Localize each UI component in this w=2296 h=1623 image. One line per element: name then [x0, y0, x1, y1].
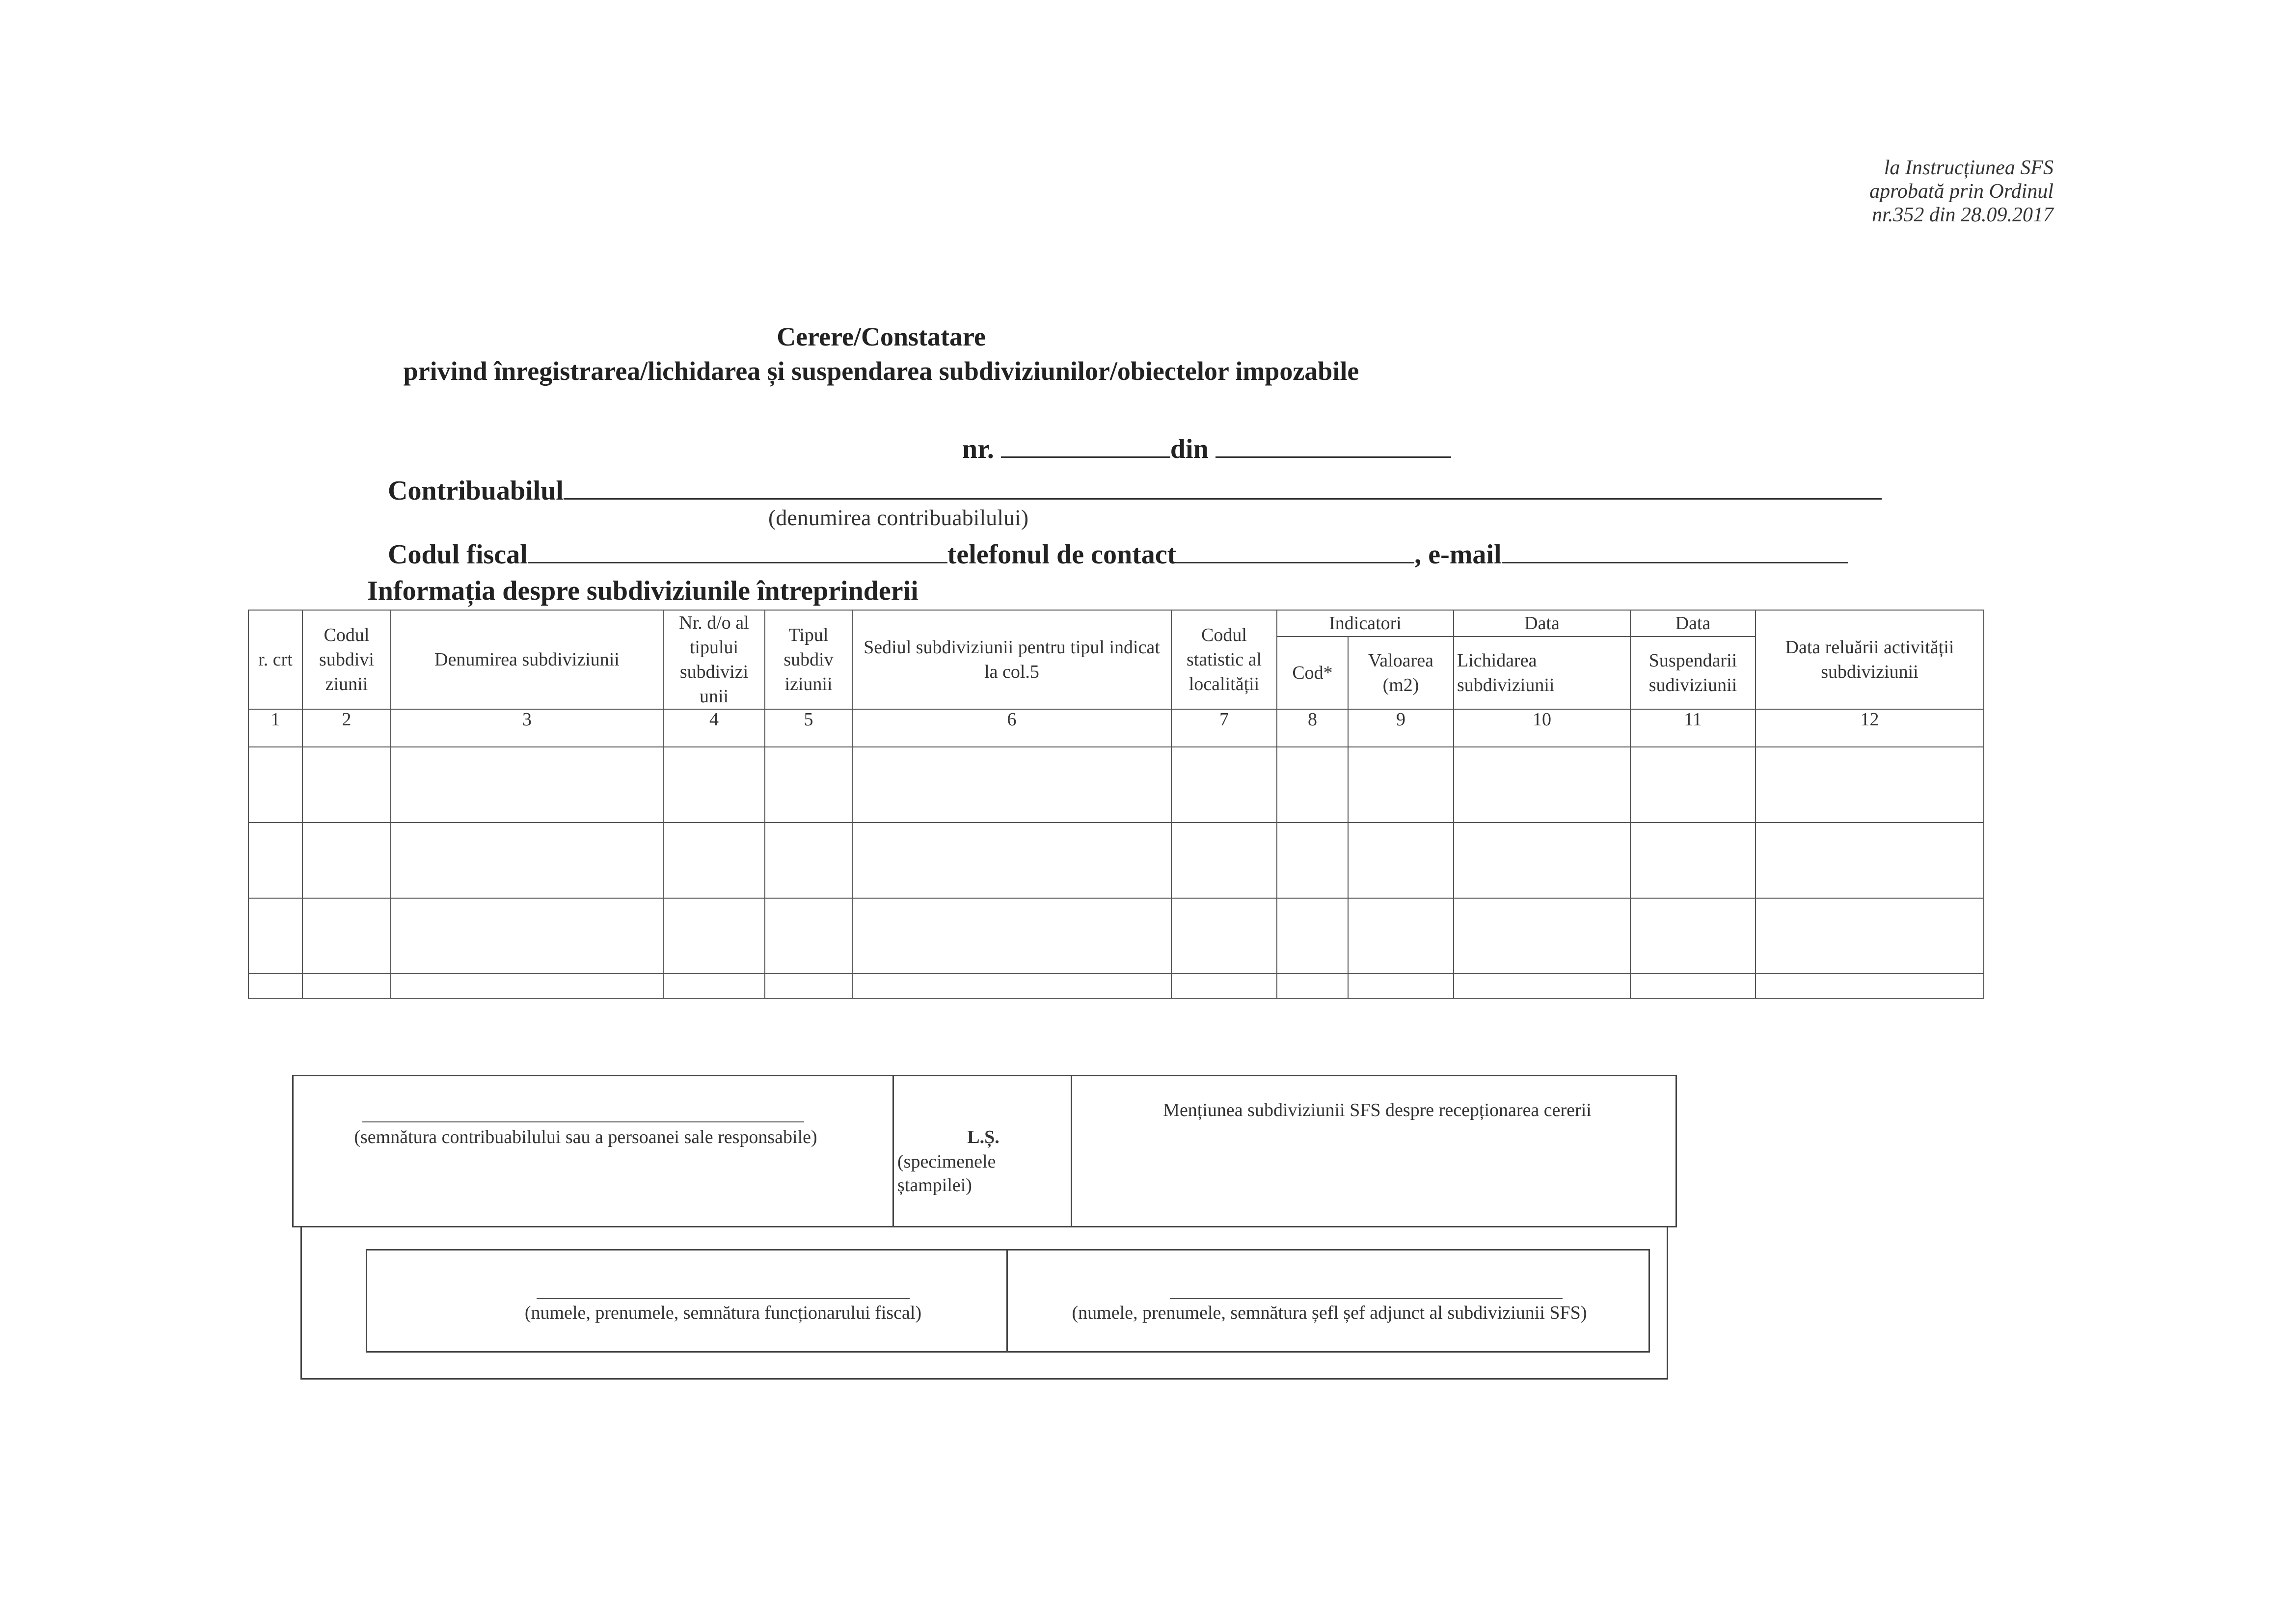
fiscal-officer-caption: (numele, prenumele, semnătura funcționarului fiscal) [524, 1303, 922, 1323]
din-label: din [1170, 434, 1209, 464]
reference-line-3: nr.352 din 28.09.2017 [1872, 204, 2053, 226]
email-field[interactable] [1502, 537, 1848, 563]
header-valoarea: Valoarea (m2) [1348, 637, 1454, 709]
fiscal-contact-line [388, 537, 1848, 570]
column-number: 7 [1171, 709, 1277, 747]
header-codul-statistic: Codul statistic al localității [1171, 610, 1277, 709]
taxpayer-signature-line[interactable] [362, 1121, 804, 1122]
table-row[interactable] [248, 898, 1984, 974]
header-indicatori: Indicatori [1277, 610, 1454, 637]
column-number: 11 [1630, 709, 1756, 747]
taxpayer-hint: (denumirea contribuabilului) [768, 505, 1029, 530]
column-number: 2 [302, 709, 391, 747]
header-cod: Codul subdivi ziunii [302, 610, 391, 709]
taxpayer-name-field[interactable] [564, 474, 1882, 500]
fiscal-code-label: Codul fiscal [388, 539, 528, 570]
column-number: 4 [663, 709, 765, 747]
column-number: 1 [248, 709, 302, 747]
column-numbers-row [248, 709, 1984, 747]
reference-line-1: la Instrucțiunea SFS [1884, 157, 2053, 179]
nr-field[interactable] [1001, 432, 1170, 458]
header-suspendarii: Suspendarii sudiviziunii [1630, 637, 1756, 709]
table-row[interactable] [248, 747, 1984, 823]
header-crt: r. crt [248, 610, 302, 709]
header-cod-star: Cod* [1277, 637, 1348, 709]
taxpayer-label: Contribuabilul [388, 476, 564, 506]
chief-signature-line[interactable] [1170, 1298, 1563, 1299]
header-nr: Nr. d/o al tipului subdivizi unii [663, 610, 765, 709]
header-data-2: Data [1630, 610, 1756, 637]
document-subtitle: privind înregistrarea/lichidarea și suspendarea subdiviziunilor/obiectelor impozabile [403, 356, 1359, 386]
header-sediul: Sediul subdiviziunii pentru tipul indicat la col.5 [852, 610, 1171, 709]
column-number: 12 [1756, 709, 1984, 747]
email-label: , e-mail [1414, 539, 1502, 570]
header-data-1: Data [1454, 610, 1630, 637]
ls-label: L.Ș. [967, 1127, 999, 1147]
phone-field[interactable] [1176, 537, 1414, 563]
taxpayer-line [388, 474, 1882, 506]
fiscal-code-field[interactable] [528, 537, 947, 563]
date-field[interactable] [1216, 432, 1451, 458]
column-number: 9 [1348, 709, 1454, 747]
subdivisions-table [248, 610, 1984, 999]
stamp-specimen-caption: (specimenele ștampilei) [897, 1151, 996, 1196]
phone-label: telefonul de contact [947, 539, 1177, 570]
column-number: 8 [1277, 709, 1348, 747]
taxpayer-signature-caption: (semnătura contribuabilului sau a persoanei sale responsabile) [354, 1127, 817, 1147]
header-lichidarea: Lichidarea subdiviziunii [1454, 637, 1630, 709]
nr-label: nr. [962, 434, 994, 464]
signature-box [292, 1075, 1677, 1227]
section-title: Informația despre subdiviziunile întreprinderii [367, 576, 918, 606]
header-reluarii: Data reluării activității subdiviziunii [1756, 610, 1984, 709]
approval-reference [1869, 156, 2053, 227]
fiscal-officer-signature-line[interactable] [537, 1298, 910, 1299]
header-tipul: Tipul subdiv iziunii [765, 610, 852, 709]
reference-line-2: aprobată prin Ordinul [1869, 180, 2053, 203]
number-date-line [962, 432, 1451, 465]
column-number: 10 [1454, 709, 1630, 747]
column-number: 6 [852, 709, 1171, 747]
table-row[interactable] [248, 823, 1984, 898]
table-row[interactable] [248, 974, 1984, 998]
document-title: Cerere/Constatare [777, 322, 986, 351]
column-number: 3 [391, 709, 663, 747]
chief-caption: (numele, prenumele, semnătura șefl șef adjunct al subdiviziunii SFS) [1072, 1303, 1587, 1323]
official-signatures-box [366, 1249, 1650, 1353]
sfs-mention-caption: Mențiunea subdiviziunii SFS despre recepționarea cererii [1163, 1100, 1592, 1120]
column-number: 5 [765, 709, 852, 747]
header-denumirea: Denumirea subdiviziunii [391, 610, 663, 709]
